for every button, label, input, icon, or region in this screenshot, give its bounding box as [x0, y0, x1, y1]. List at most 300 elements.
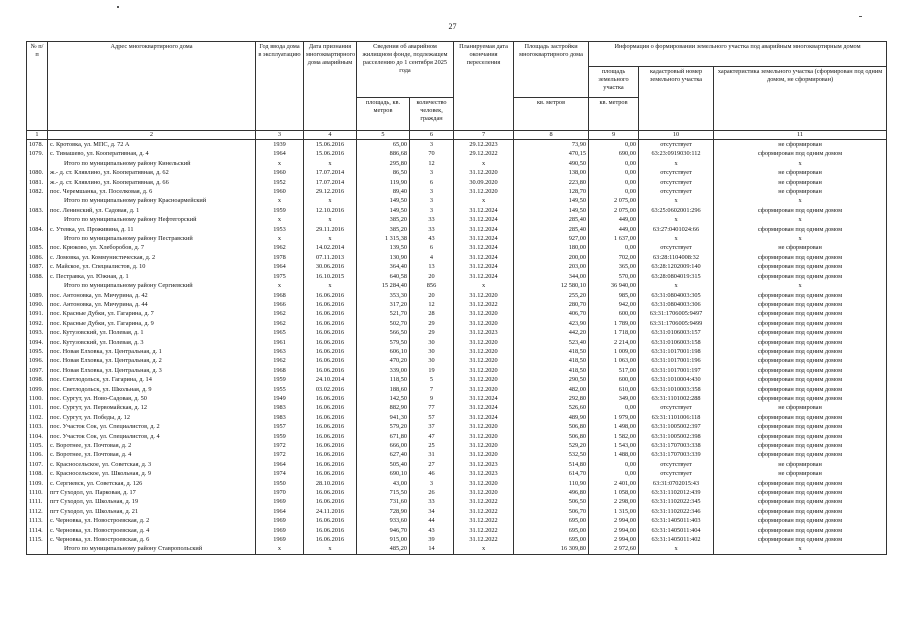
row-number-cell: 1106. — [27, 450, 48, 459]
address-cell: пос. Красные Дубки, ул. Гагарина, д. 7 — [48, 309, 256, 318]
year-built-cell: 1964 — [256, 262, 304, 271]
people-count-cell: 3 — [410, 206, 454, 215]
plot-area-cell: 365,00 — [589, 262, 639, 271]
people-count-cell: 57 — [410, 413, 454, 422]
address-cell: с. Майское, ул. Специалистов, д. 10 — [48, 262, 256, 271]
table-row — [27, 479, 887, 488]
cadastral-number-cell: отсутствует — [639, 460, 714, 469]
cadastral-number-cell: 63:28:0804019:315 — [639, 272, 714, 281]
cadastral-number-cell: 63:31:0804003:305 — [639, 291, 714, 300]
planned-date-cell: 31.12.2020 — [454, 450, 514, 459]
area-cell: 640,58 — [357, 272, 410, 281]
people-count-cell: 31 — [410, 450, 454, 459]
year-built-cell: 1955 — [256, 385, 304, 394]
plot-area-cell: 0,00 — [589, 187, 639, 196]
planned-date-cell: 31.12.2020 — [454, 291, 514, 300]
row-number-cell — [27, 215, 48, 224]
cadastral-number-cell: отсутствует — [639, 140, 714, 150]
people-count-cell: 7 — [410, 385, 454, 394]
address-cell: пгт Суходол, ул. Школьная, д. 19 — [48, 497, 256, 506]
address-cell: с. Красносельское, ул. Советская, д. 3 — [48, 460, 256, 469]
plot-status-cell: сформирован под одним домом — [714, 526, 887, 535]
emergency-date-cell: 17.07.2014 — [304, 178, 357, 187]
cadastral-number-cell: 63:31:1010004:430 — [639, 375, 714, 384]
plot-status-cell: сформирован под одним домом — [714, 328, 887, 337]
cadastral-number-cell: 63:31:1102012:439 — [639, 488, 714, 497]
plot-area-cell: 2 994,00 — [589, 526, 639, 535]
emergency-date-cell: 12.10.2016 — [304, 206, 357, 215]
address-cell: с. Сергиевск, ул. Советская, д. 126 — [48, 479, 256, 488]
cadastral-number-cell: х — [639, 196, 714, 205]
people-count-cell: 39 — [410, 535, 454, 544]
plot-status-cell: сформирован под одним домом — [714, 479, 887, 488]
area-cell: 886,68 — [357, 149, 410, 158]
row-number-cell: 1111. — [27, 497, 48, 506]
planned-date-cell: 31.12.2020 — [454, 187, 514, 196]
plot-status-cell: сформирован под одним домом — [714, 535, 887, 544]
address-cell: с. Утевка, ул. Проживина, д. 11 — [48, 225, 256, 234]
plot-area-cell: 1 637,00 — [589, 234, 639, 243]
emergency-date-cell: 16.06.2016 — [304, 403, 357, 412]
table-row — [27, 441, 887, 450]
area-cell: 86,50 — [357, 168, 410, 177]
plot-status-cell: сформирован под одним домом — [714, 253, 887, 262]
emergency-date-cell: 28.10.2016 — [304, 479, 357, 488]
cadastral-number-cell: 63:31:1405011:403 — [639, 516, 714, 525]
cadastral-number-cell: 63:31:1005002:398 — [639, 432, 714, 441]
emergency-date-cell: 24.10.2014 — [304, 375, 357, 384]
table-row — [27, 507, 887, 516]
header-planned-date: Планируемая дата окончания переселения — [454, 42, 514, 131]
emergency-date-cell: 16.06.2016 — [304, 460, 357, 469]
plot-status-cell: х — [714, 196, 887, 205]
plot-status-cell: сформирован под одним домом — [714, 206, 887, 215]
cadastral-number-cell: 63:23:0919030:112 — [639, 149, 714, 158]
building-area-cell: 695,00 — [514, 516, 589, 525]
people-count-cell: 3 — [410, 187, 454, 196]
building-area-cell: 285,40 — [514, 215, 589, 224]
planned-date-cell: 31.12.2024 — [454, 206, 514, 215]
address-cell: с. Ломовка, ул. Коммунистическая, д. 2 — [48, 253, 256, 262]
plot-status-cell: не сформирован — [714, 140, 887, 150]
row-number-cell: 1083. — [27, 206, 48, 215]
row-number-cell: 1103. — [27, 422, 48, 431]
planned-date-cell: 29.12.2023 — [454, 140, 514, 150]
area-cell: 89,40 — [357, 187, 410, 196]
row-number-cell: 1108. — [27, 469, 48, 478]
column-number: 3 — [256, 131, 304, 140]
table-row — [27, 178, 887, 187]
plot-status-cell: сформирован под одним домом — [714, 394, 887, 403]
year-built-cell: 1962 — [256, 243, 304, 252]
year-built-cell: 1983 — [256, 413, 304, 422]
area-cell: 502,70 — [357, 319, 410, 328]
planned-date-cell: 31.12.2024 — [454, 272, 514, 281]
plot-status-cell: сформирован под одним домом — [714, 422, 887, 431]
table-row — [27, 469, 887, 478]
year-built-cell: х — [256, 234, 304, 243]
emergency-date-cell: 07.11.2013 — [304, 253, 357, 262]
building-area-cell: 344,00 — [514, 272, 589, 281]
planned-date-cell: х — [454, 196, 514, 205]
planned-date-cell: 31.12.2020 — [454, 385, 514, 394]
plot-status-cell: х — [714, 281, 887, 290]
address-cell: с. Черновка, ул. Новостроевская, д. 2 — [48, 516, 256, 525]
area-cell: 65,00 — [357, 140, 410, 150]
people-count-cell: 30 — [410, 356, 454, 365]
area-cell: 353,30 — [357, 291, 410, 300]
plot-status-cell: сформирован под одним домом — [714, 507, 887, 516]
table-row — [27, 140, 887, 150]
address-cell: с. Пестравка, ул. Южная, д. 1 — [48, 272, 256, 281]
address-cell: Итого по муниципальному району Нефтегорский — [48, 215, 256, 224]
building-area-cell: 442,20 — [514, 328, 589, 337]
plot-area-cell: 600,00 — [589, 309, 639, 318]
emergency-date-cell: 30.06.2016 — [304, 262, 357, 271]
row-number-cell: 1086. — [27, 253, 48, 262]
year-built-cell: 1949 — [256, 394, 304, 403]
year-built-cell: х — [256, 159, 304, 168]
planned-date-cell: 31.12.2020 — [454, 319, 514, 328]
plot-status-cell: сформирован под одним домом — [714, 300, 887, 309]
emergency-date-cell: 03.02.2016 — [304, 385, 357, 394]
row-number-cell: 1099. — [27, 385, 48, 394]
plot-status-cell: сформирован под одним домом — [714, 347, 887, 356]
address-cell: пос. Сургут, ул. Победы, д. 12 — [48, 413, 256, 422]
year-built-cell: 1969 — [256, 516, 304, 525]
emergency-date-cell: х — [304, 281, 357, 290]
area-cell: 731,60 — [357, 497, 410, 506]
plot-status-cell: сформирован под одним домом — [714, 149, 887, 158]
building-area-cell: 203,00 — [514, 262, 589, 271]
row-number-cell: 1097. — [27, 366, 48, 375]
row-number-cell: 1114. — [27, 526, 48, 535]
emergency-date-cell: 16.06.2016 — [304, 300, 357, 309]
people-count-cell: 856 — [410, 281, 454, 290]
row-number-cell — [27, 234, 48, 243]
table-row — [27, 497, 887, 506]
plot-status-cell: сформирован под одним домом — [714, 272, 887, 281]
plot-area-cell: 2 298,00 — [589, 497, 639, 506]
table-row — [27, 243, 887, 252]
cadastral-number-cell: 63:31:0106003:157 — [639, 328, 714, 337]
building-area-cell: 470,15 — [514, 149, 589, 158]
table-row — [27, 338, 887, 347]
plot-status-cell: сформирован под одним домом — [714, 450, 887, 459]
area-cell: 470,20 — [357, 356, 410, 365]
row-number-cell: 1113. — [27, 516, 48, 525]
area-cell: 317,20 — [357, 300, 410, 309]
address-cell: ж.- д. ст. Клявлино, ул. Кооперативная, д. 62 — [48, 168, 256, 177]
row-number-cell: 1092. — [27, 319, 48, 328]
emergency-date-cell: 16.06.2016 — [304, 450, 357, 459]
plot-area-cell: 449,00 — [589, 225, 639, 234]
area-cell: 43,00 — [357, 479, 410, 488]
emergency-date-cell: 16.06.2016 — [304, 535, 357, 544]
row-number-cell — [27, 281, 48, 290]
area-cell: 627,40 — [357, 450, 410, 459]
plot-area-cell: 1 582,00 — [589, 432, 639, 441]
plot-area-cell: 2 994,00 — [589, 535, 639, 544]
plot-area-cell: 0,00 — [589, 469, 639, 478]
people-count-cell: 3 — [410, 168, 454, 177]
building-area-cell: 695,00 — [514, 535, 589, 544]
building-area-cell: 128,70 — [514, 187, 589, 196]
table-row — [27, 168, 887, 177]
table-row — [27, 356, 887, 365]
plot-area-cell: 2 075,00 — [589, 206, 639, 215]
row-number-cell: 1094. — [27, 338, 48, 347]
plot-area-cell: 1 789,00 — [589, 319, 639, 328]
emergency-date-cell: 16.06.2016 — [304, 366, 357, 375]
column-number: 9 — [589, 131, 639, 140]
emergency-date-cell: 14.02.2014 — [304, 243, 357, 252]
header-emergency-date: Дата признания многоквартирного дома аварийным — [304, 42, 357, 131]
plot-status-cell: сформирован под одним домом — [714, 309, 887, 318]
plot-status-cell: не сформирован — [714, 187, 887, 196]
table-row — [27, 347, 887, 356]
plot-status-cell: не сформирован — [714, 243, 887, 252]
plot-status-cell: сформирован под одним домом — [714, 366, 887, 375]
row-number-cell: 1110. — [27, 488, 48, 497]
header-address: Адрес многоквартирного дома — [48, 42, 256, 131]
plot-status-cell: не сформирован — [714, 403, 887, 412]
table-row — [27, 394, 887, 403]
cadastral-number-cell: 63:28:1202009:140 — [639, 262, 714, 271]
people-count-cell: 12 — [410, 159, 454, 168]
year-built-cell: 1964 — [256, 149, 304, 158]
plot-status-cell: сформирован под одним домом — [714, 413, 887, 422]
address-cell: пгт Суходол, ул. Школьная, д. 21 — [48, 507, 256, 516]
cadastral-number-cell: 63:31:0702015:43 — [639, 479, 714, 488]
plot-status-cell: не сформирован — [714, 168, 887, 177]
row-number-cell: 1084. — [27, 225, 48, 234]
address-cell: пос. Сургут, ул. Ново-Садовая, д. 50 — [48, 394, 256, 403]
planned-date-cell: 31.12.2024 — [454, 243, 514, 252]
area-cell: 690,10 — [357, 469, 410, 478]
emergency-date-cell: х — [304, 196, 357, 205]
emergency-date-cell: 15.06.2016 — [304, 149, 357, 158]
cadastral-number-cell: 63:31:1706005:9499 — [639, 319, 714, 328]
plot-area-cell: 942,00 — [589, 300, 639, 309]
planned-date-cell: 31.12.2023 — [454, 328, 514, 337]
address-cell: пос. Новая Елховка, ул. Центральная, д. 2 — [48, 356, 256, 365]
year-built-cell: 1970 — [256, 488, 304, 497]
total-row — [27, 196, 887, 205]
year-built-cell: 1960 — [256, 168, 304, 177]
area-cell: 149,50 — [357, 206, 410, 215]
address-cell: с. Черновка, ул. Новостроевская, д. 6 — [48, 535, 256, 544]
total-row — [27, 234, 887, 243]
building-area-cell: 418,50 — [514, 356, 589, 365]
people-count-cell: 13 — [410, 262, 454, 271]
table-row — [27, 413, 887, 422]
year-built-cell: 1961 — [256, 338, 304, 347]
emergency-date-cell: 24.11.2016 — [304, 507, 357, 516]
column-number: 1 — [27, 131, 48, 140]
table-row — [27, 206, 887, 215]
address-cell: с. Красносельское, ул. Школьная, д. 9 — [48, 469, 256, 478]
emergency-date-cell: х — [304, 234, 357, 243]
planned-date-cell: 31.12.2024 — [454, 403, 514, 412]
people-count-cell: 47 — [410, 432, 454, 441]
column-number: 8 — [514, 131, 589, 140]
people-count-cell: 33 — [410, 497, 454, 506]
people-count-cell: 6 — [410, 243, 454, 252]
building-area-cell: 496,80 — [514, 488, 589, 497]
area-cell: 1 315,38 — [357, 234, 410, 243]
header-land-plot-info: Информация о формировании земельного участка под аварийным многоквартирным домом — [589, 42, 887, 67]
cadastral-number-cell: 63:27:0401024:66 — [639, 225, 714, 234]
planned-date-cell: 29.12.2022 — [454, 149, 514, 158]
table-row — [27, 375, 887, 384]
cadastral-number-cell: 63:31:1017001:197 — [639, 366, 714, 375]
emergency-date-cell: 16.06.2016 — [304, 526, 357, 535]
row-number-cell: 1095. — [27, 347, 48, 356]
cadastral-number-cell: отсутствует — [639, 178, 714, 187]
plot-area-cell: 1 315,00 — [589, 507, 639, 516]
building-area-cell: 423,90 — [514, 319, 589, 328]
table-row — [27, 450, 887, 459]
header-people-count: количество человек, граждан — [410, 98, 454, 131]
housing-table — [26, 41, 887, 555]
area-cell: 946,70 — [357, 526, 410, 535]
cadastral-number-cell: 63:31:1706005:9497 — [639, 309, 714, 318]
area-cell: 941,30 — [357, 413, 410, 422]
planned-date-cell: х — [454, 544, 514, 554]
planned-date-cell: 30.09.2020 — [454, 178, 514, 187]
row-number-cell: 1087. — [27, 262, 48, 271]
plot-area-cell: 702,00 — [589, 253, 639, 262]
row-number-cell: 1088. — [27, 272, 48, 281]
emergency-date-cell: 29.12.2016 — [304, 187, 357, 196]
building-area-cell: 490,50 — [514, 159, 589, 168]
building-area-cell: 285,40 — [514, 225, 589, 234]
row-number-cell: 1109. — [27, 479, 48, 488]
cadastral-number-cell: отсутствует — [639, 469, 714, 478]
address-cell: с. Тимашево, ул. Кооперативная, д. 4 — [48, 149, 256, 158]
header-plot-status: характеристика земельного участка (сформирован под одним домом, не сформирован) — [714, 67, 887, 131]
planned-date-cell: х — [454, 281, 514, 290]
address-cell: пос. Новая Елховка, ул. Центральная, д. 3 — [48, 366, 256, 375]
cadastral-number-cell: 63:31:1101006:118 — [639, 413, 714, 422]
plot-area-cell: 690,00 — [589, 149, 639, 158]
area-cell: 15 284,40 — [357, 281, 410, 290]
row-number-cell: 1102. — [27, 413, 48, 422]
table-body — [27, 140, 887, 555]
area-cell: 119,90 — [357, 178, 410, 187]
building-area-cell: 506,80 — [514, 422, 589, 431]
emergency-date-cell: 16.06.2016 — [304, 469, 357, 478]
building-area-cell: 16 309,80 — [514, 544, 589, 554]
year-built-cell: 1972 — [256, 441, 304, 450]
header-building-area: Площадь застройки многоквартирного дома — [514, 42, 589, 98]
plot-area-cell: 449,00 — [589, 215, 639, 224]
address-cell: пос. Антоновка, ул. Мичурина, д. 44 — [48, 300, 256, 309]
plot-status-cell: сформирован под одним домом — [714, 225, 887, 234]
plot-status-cell: сформирован под одним домом — [714, 356, 887, 365]
planned-date-cell: 31.12.2024 — [454, 413, 514, 422]
plot-status-cell: сформирован под одним домом — [714, 432, 887, 441]
year-built-cell: 1969 — [256, 497, 304, 506]
table-row — [27, 272, 887, 281]
building-area-cell: 200,00 — [514, 253, 589, 262]
emergency-date-cell: 16.06.2016 — [304, 338, 357, 347]
header-number: № п/п — [27, 42, 48, 131]
emergency-date-cell: 16.06.2016 — [304, 497, 357, 506]
planned-date-cell: 31.12.2020 — [454, 338, 514, 347]
planned-date-cell: 31.12.2020 — [454, 432, 514, 441]
planned-date-cell: 31.12.2024 — [454, 215, 514, 224]
area-cell: 728,90 — [357, 507, 410, 516]
year-built-cell: 1964 — [256, 507, 304, 516]
header-building-unit: кв. метров — [514, 98, 589, 131]
header-plot-unit: кв. метров — [589, 98, 639, 131]
row-number-cell: 1098. — [27, 375, 48, 384]
row-number-cell: 1115. — [27, 535, 48, 544]
emergency-date-cell: 16.06.2016 — [304, 422, 357, 431]
plot-area-cell: 0,00 — [589, 243, 639, 252]
address-cell: пос. Кутузовский, ул. Полевая, д. 3 — [48, 338, 256, 347]
year-built-cell: 1962 — [256, 309, 304, 318]
planned-date-cell: 31.12.2022 — [454, 300, 514, 309]
plot-area-cell: 0,00 — [589, 140, 639, 150]
plot-area-cell: 1 979,00 — [589, 413, 639, 422]
table-row — [27, 516, 887, 525]
area-cell: 364,40 — [357, 262, 410, 271]
plot-area-cell: 1 488,00 — [589, 450, 639, 459]
plot-status-cell: сформирован под одним домом — [714, 516, 887, 525]
plot-area-cell: 1 543,00 — [589, 441, 639, 450]
plot-status-cell: не сформирован — [714, 469, 887, 478]
building-area-cell: 482,00 — [514, 385, 589, 394]
cadastral-number-cell: отсутствует — [639, 168, 714, 177]
cadastral-number-cell: отсутствует — [639, 243, 714, 252]
year-built-cell: 1957 — [256, 422, 304, 431]
table-row — [27, 460, 887, 469]
plot-status-cell: х — [714, 215, 887, 224]
year-built-cell: х — [256, 215, 304, 224]
cadastral-number-cell: 63:28:1104008:32 — [639, 253, 714, 262]
plot-area-cell: 1 058,00 — [589, 488, 639, 497]
row-number-cell: 1089. — [27, 291, 48, 300]
building-area-cell: 506,70 — [514, 507, 589, 516]
people-count-cell: 30 — [410, 347, 454, 356]
address-cell: ж.- д. ст. Клявлино, ул. Кооперативная, д. 66 — [48, 178, 256, 187]
planned-date-cell: 31.12.2020 — [454, 366, 514, 375]
building-area-cell: 110,90 — [514, 479, 589, 488]
people-count-cell: 4 — [410, 253, 454, 262]
people-count-cell: 44 — [410, 516, 454, 525]
building-area-cell: 614,70 — [514, 469, 589, 478]
row-number-cell: 1078. — [27, 140, 48, 150]
area-cell: 521,70 — [357, 309, 410, 318]
table-row — [27, 328, 887, 337]
planned-date-cell: х — [454, 159, 514, 168]
address-cell: пос. Участок Сок, ул. Специалистов, д. 4 — [48, 432, 256, 441]
people-count-cell: 30 — [410, 338, 454, 347]
plot-status-cell: не сформирован — [714, 178, 887, 187]
emergency-date-cell: 16.06.2016 — [304, 516, 357, 525]
year-built-cell: х — [256, 281, 304, 290]
plot-area-cell: 0,00 — [589, 168, 639, 177]
emergency-date-cell: 16.06.2016 — [304, 319, 357, 328]
planned-date-cell: 31.12.2022 — [454, 507, 514, 516]
planned-date-cell: 31.12.2020 — [454, 488, 514, 497]
address-cell: пос. Сургут, ул. Первомайская, д. 12 — [48, 403, 256, 412]
address-cell: пос. Антоновка, ул. Мичурина, д. 42 — [48, 291, 256, 300]
row-number-cell: 1107. — [27, 460, 48, 469]
